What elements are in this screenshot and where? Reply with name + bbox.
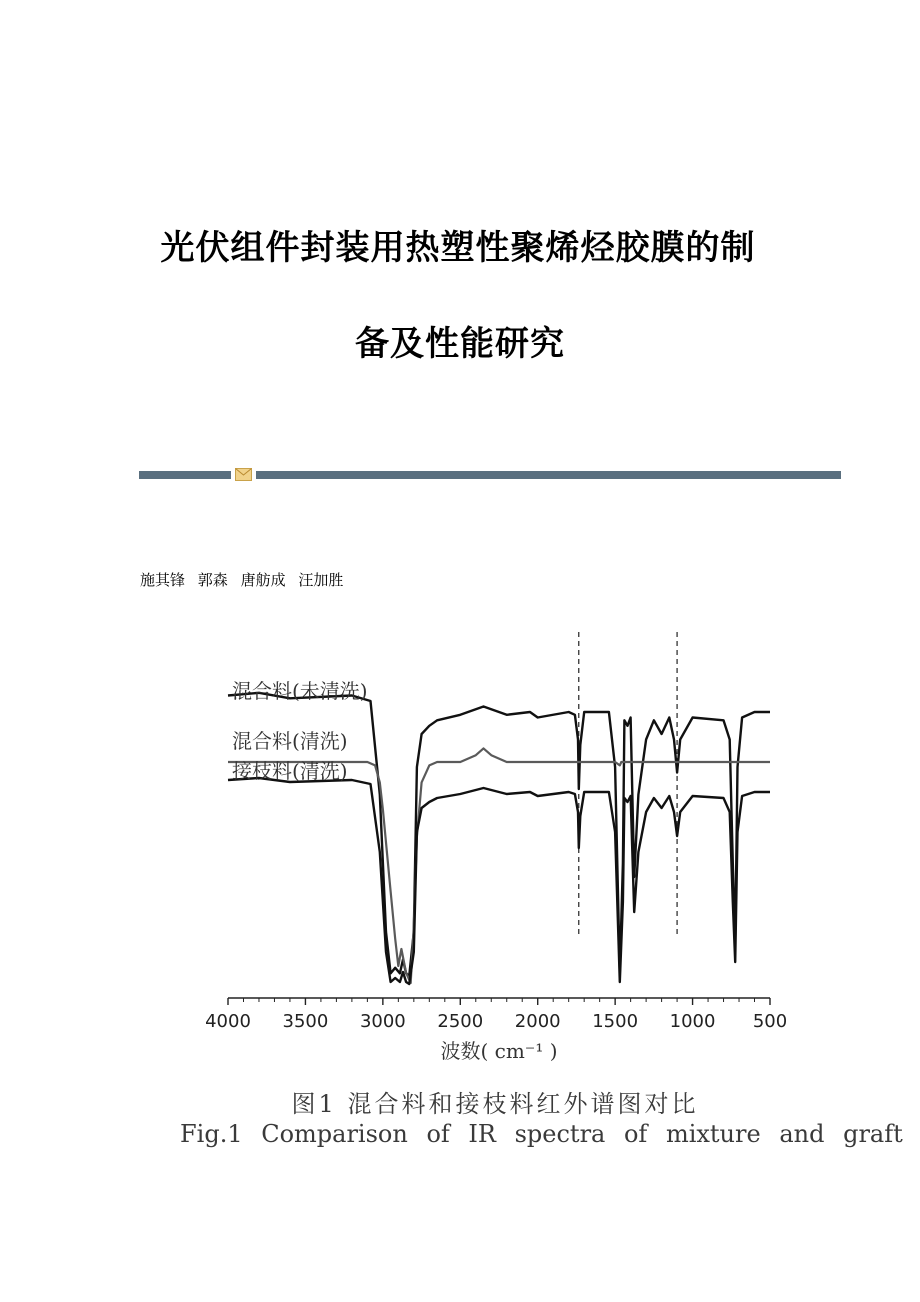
author-name: 施其锋 [140, 571, 186, 589]
series-line [228, 778, 770, 984]
paper-title-line-1: 光伏组件封装用热塑性聚烯烃胶膜的制 [160, 228, 756, 268]
x-tick-label: 2500 [437, 1011, 484, 1032]
x-tick-label: 3000 [359, 1011, 406, 1032]
author-list [140, 569, 351, 590]
x-tick-label: 4000 [205, 1011, 251, 1032]
series-label: 混合料(清洗) [232, 729, 348, 753]
x-tick-label: 1500 [592, 1011, 639, 1032]
ir-spectra-chart [170, 620, 820, 1080]
author-name: 唐舫成 [240, 571, 286, 589]
figure-caption-english: Fig.1 Comparison of IR spectra of mixture and graft [180, 1120, 903, 1148]
x-tick-label: 2000 [514, 1011, 561, 1032]
x-tick-label: 3500 [282, 1011, 329, 1032]
series-label: 接枝料(清洗) [232, 759, 348, 783]
title-divider-left [139, 471, 231, 479]
x-tick-label: 500 [752, 1011, 788, 1032]
x-axis-label: 波数( cm⁻¹ ) [440, 1039, 558, 1063]
series-line [228, 748, 770, 983]
ir-spectra-figure [170, 620, 903, 1165]
envelope-icon [235, 468, 252, 481]
paper-title-line-2: 备及性能研究 [355, 324, 565, 364]
title-divider-right [256, 471, 841, 479]
author-name: 汪加胜 [298, 571, 344, 589]
author-name: 郭森 [197, 571, 228, 589]
figure-caption-chinese: 图1 混合料和接枝料红外谱图对比 [291, 1090, 699, 1118]
x-tick-label: 1000 [669, 1011, 716, 1032]
series-label: 混合料(未清洗) [232, 679, 368, 703]
